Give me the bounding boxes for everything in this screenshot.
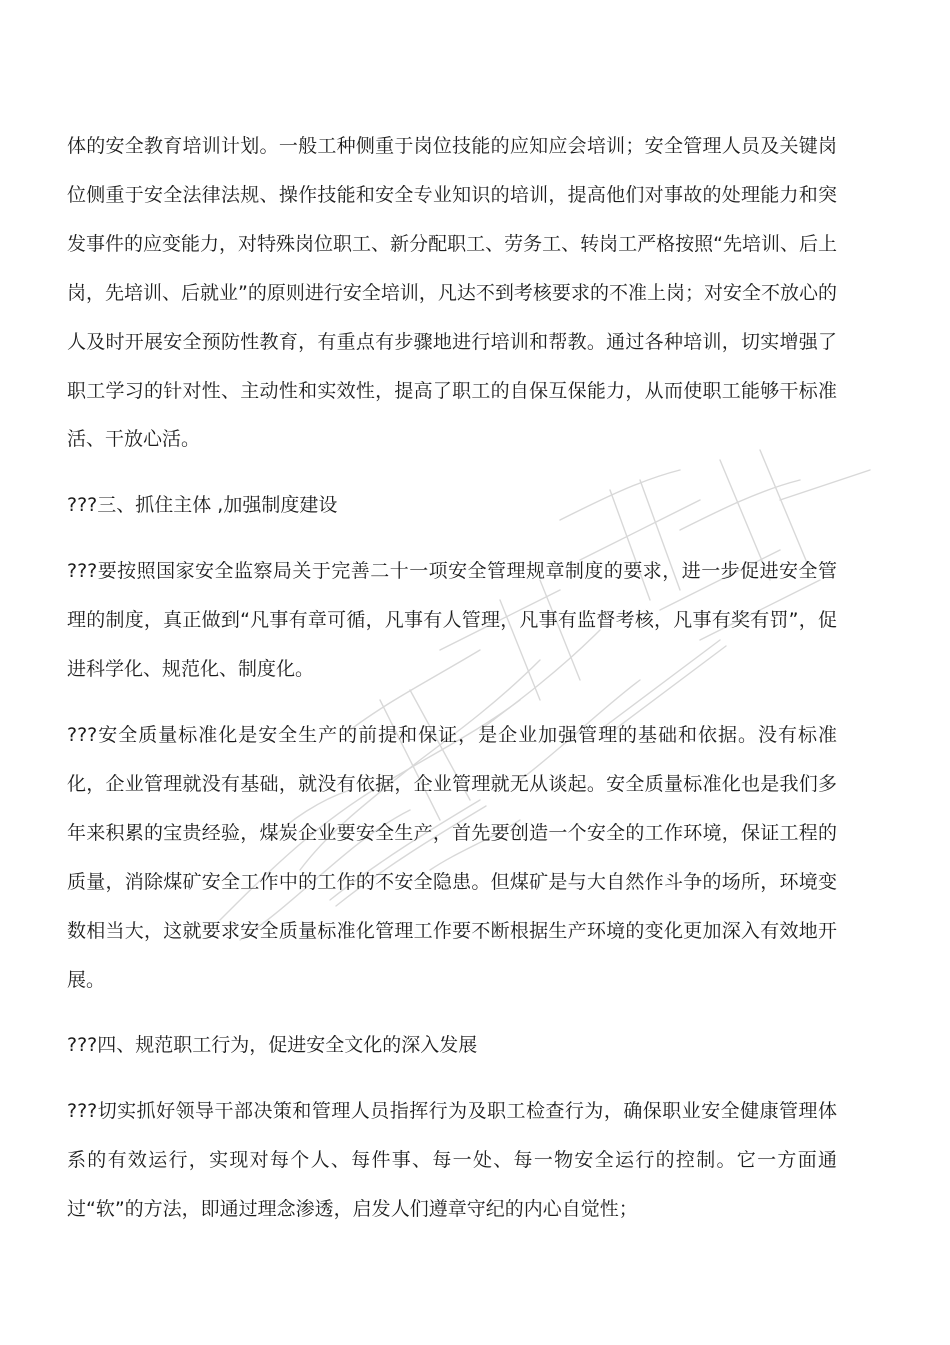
paragraph-standardization: ???安全质量标准化是安全生产的前提和保证，是企业加强管理的基础和依据。没有标准化，企业管理就没有基础，就没有依据，企业管理就无从谈起。安全质量标准化也是我们多年来积累的宝贵经验，煤炭企业要安全生产，首先要创造一个安全的工作环境，保证工程的质量，消除煤矿安全工作中的工作的不安全隐患。但煤矿是与大自然作斗争的场所，环境变数相当大，这就要求安全质量标准化管理工作要不断根据生产环境的变化更加深入有效地开展。 bbox=[67, 723, 837, 991]
paragraph-training-plan: 体的安全教育培训计划。一般工种侧重于岗位技能的应知应会培训；安全管理人员及关键岗位侧重于安全法律法规、操作技能和安全专业知识的培训，提高他们对事故的处理能力和突发事件的应变能力，对特殊岗位职工、新分配职工、劳务工、转岗工严格按照“先培训、后上岗，先培训、后就业”的原则进行安全培训，凡达不到考核要求的不准上岗；对安全不放心的人及时开展安全预防性教育，有重点有步骤地进行培训和帮教。通过各种培训，切实增强了职工学习的针对性、主动性和实效性，提高了职工的自保互保能力，从而使职工能够干标准活、干放心活。 bbox=[67, 135, 837, 451]
paragraph-regulations: ???要按照国家安全监察局关于完善二十一项安全管理规章制度的要求，进一步促进安全管理的制度，真正做到“凡事有章可循，凡事有人管理，凡事有监督考核，凡事有奖有罚”，促进科学化、规范化、制度化。 bbox=[67, 560, 837, 681]
document-body bbox=[67, 122, 837, 1234]
paragraph-worker-behavior: ???切实抓好领导干部决策和管理人员指挥行为及职工检查行为，确保职业安全健康管理体系的有效运行，实现对每个人、每件事、每一处、每一物安全运行的控制。它一方面通过“软”的方法，即通过理念渗透，启发人们遵章守纪的内心自觉性； bbox=[67, 1100, 837, 1221]
heading-section-three: ???三、抓住主体 ,加强制度建设 bbox=[67, 494, 338, 517]
heading-section-four: ???四、规范职工行为，促进安全文化的深入发展 bbox=[67, 1034, 478, 1057]
